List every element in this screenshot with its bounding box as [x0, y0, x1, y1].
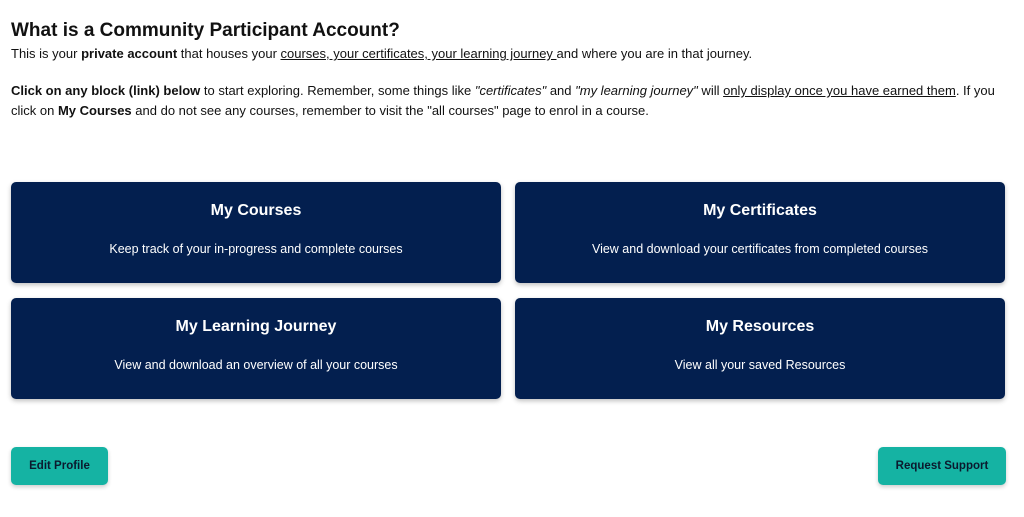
- intro-text: that houses your: [177, 46, 281, 61]
- card-my-certificates[interactable]: [515, 182, 1005, 283]
- intro-text: and where you are in that journey.: [556, 46, 753, 61]
- card-title: My Courses: [210, 202, 302, 219]
- card-title: My Certificates: [703, 202, 817, 219]
- instructions-text: will: [697, 83, 724, 98]
- instructions-bold: Click on any block (link) below: [11, 83, 201, 98]
- card-my-learning-journey[interactable]: [11, 298, 501, 399]
- card-my-resources[interactable]: [515, 298, 1005, 399]
- card-title: My Resources: [705, 318, 815, 335]
- intro-link-courses[interactable]: courses, your certificates, your learning journey: [280, 46, 557, 61]
- edit-profile-button[interactable]: Edit Profile: [11, 447, 108, 485]
- card-my-courses[interactable]: [11, 182, 501, 283]
- instructions-paragraph: [11, 81, 1006, 121]
- instructions-text: and: [546, 83, 576, 98]
- instructions-italic-journey: "my learning journey": [575, 83, 698, 98]
- intro-text: This is your: [11, 46, 82, 61]
- instructions-italic-certificates: "certificates": [474, 83, 547, 98]
- card-description: View all your saved Resources: [674, 358, 846, 372]
- instructions-bold-my-courses: My Courses: [57, 103, 132, 118]
- request-support-button[interactable]: Request Support: [878, 447, 1006, 485]
- card-title: My Learning Journey: [175, 318, 337, 335]
- intro-bold-private-account: private account: [81, 46, 178, 61]
- intro-paragraph: [11, 45, 1011, 63]
- instructions-text: to start exploring. Remember, some things like: [200, 83, 475, 98]
- instructions-underline: only display once you have earned them: [723, 83, 956, 98]
- card-description: View and download an overview of all your courses: [114, 358, 398, 372]
- card-description: Keep track of your in-progress and complete courses: [109, 242, 403, 256]
- instructions-text: and do not see any courses, remember to visit the "all courses" page to enrol in a course.: [131, 103, 649, 118]
- instructions-text: . If you click on: [11, 83, 995, 118]
- page-title: What is a Community Participant Account?: [11, 20, 400, 41]
- card-description: View and download your certificates from completed courses: [591, 242, 929, 256]
